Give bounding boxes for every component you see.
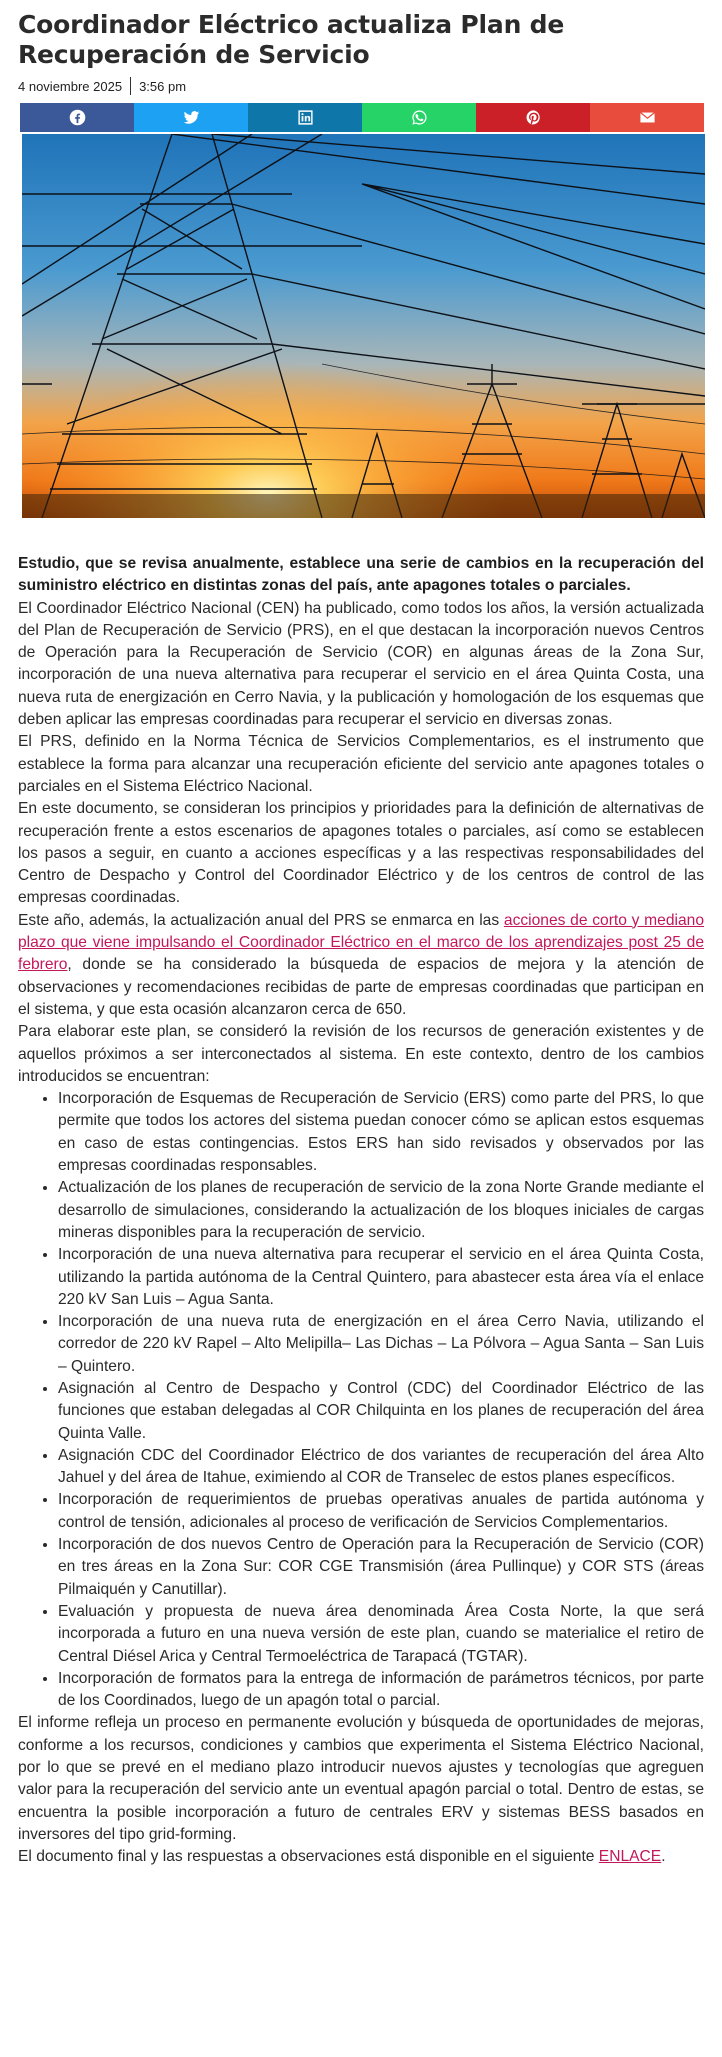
linkedin-icon: [297, 109, 314, 126]
article-lead: Estudio, que se revisa anualmente, establece una serie de cambios en la recuperación del suministro eléctrico en distintas zonas del país, ante apagones totales o parciales.: [18, 555, 704, 595]
share-twitter-button[interactable]: [134, 103, 248, 132]
hero-image-power-towers: [22, 134, 705, 518]
meta-divider: [130, 77, 131, 95]
list-item: • Evaluación y propuesta de nueva área denominada Área Costa Norte, la que será incorporada a futuro en una nueva versión de este plan, cuando se materialice el retiro de Central Diésel Arica y Central Termoeléctrica de Tarapacá (TGTAR).: [58, 1601, 704, 1668]
envelope-icon: [639, 109, 656, 126]
article-title: Coordinador Eléctrico actualiza Plan de Recuperación de Servicio: [18, 10, 565, 69]
paragraph-text: Este año, además, la actualización anual del PRS se enmarca en las: [18, 911, 504, 929]
share-bar: [20, 103, 704, 132]
list-item: • Incorporación de una nueva alternativa para recuperar el servicio en el área Quinta Costa, utilizando la partida autónoma de la Central Quintero, para abastecer esta área vía el enlace 220 kV San Luis – Agua Santa.: [58, 1244, 704, 1311]
list-item: • Asignación al Centro de Despacho y Control (CDC) del Coordinador Eléctrico de las funciones que estaban delegadas al COR Chilquinta en los planes de recuperación del área Quinta Valle.: [58, 1378, 704, 1445]
article-time: 3:56 pm: [139, 78, 187, 94]
link-acciones-post-25-febrero[interactable]: acciones de corto y mediano plazo que viene impulsando el Coordinador Eléctrico en el marco de los aprendizajes post 25 de febrero: [18, 911, 704, 974]
paragraph: El informe refleja un proceso en permanente evolución y búsqueda de oportunidades de mejoras, conforme a los recursos, condiciones y cambios que experimenta el Sistema Eléctrico Nacional, por lo que se prevé en el mediano plazo introducir nuevos ajustes y tecnologías que agreguen valor para la recuperación del servicio ante un eventual apagón parcial o total. Dentro de estas, se encuentra la posible incorporación a futuro de centrales ERV y sistemas BESS basados en inversores del tipo grid-forming.: [18, 1714, 704, 1843]
paragraph: [18, 910, 704, 1021]
paragraph-text: El documento final y las respuestas a observaciones está disponible en el siguiente: [18, 1848, 599, 1866]
whatsapp-icon: [411, 109, 428, 126]
list-item: • Incorporación de una nueva ruta de energización en el área Cerro Navia, utilizando el corredor de 220 kV Rapel – Alto Melipilla– Las Dichas – La Pólvora – Agua Santa – San Luis – Quintero.: [58, 1311, 704, 1378]
paragraph: En este documento, se consideran los principios y prioridades para la definición de alternativas de recuperación frente a estos escenarios de apagones totales o parciales, así como se establecen los pasos a seguir, en cuanto a acciones específicas y a las respectivas responsabilidades del Centro de Despacho y Control del Coordinador Eléctrico y de los centros de control de las empresas coordinadas.: [18, 800, 704, 907]
paragraph: Para elaborar este plan, se consideró la revisión de los recursos de generación existentes y de aquellos próximos a ser interconectados al sistema. En este contexto, dentro de los cambios introducidos se encuentran:: [18, 1023, 704, 1085]
paragraph: El Coordinador Eléctrico Nacional (CEN) ha publicado, como todos los años, la versión actualizada del Plan de Recuperación de Servicio (PRS), en el que destacan la incorporación nuevos Centros de Operación para la Recuperación de Servicio (COR) en algunas áreas de la Zona Sur, incorporación de una nueva alternativa para recuperar el servicio en el área Quinta Costa, una nueva ruta de energización en Cerro Navia, y la publicación y homologación de los esquemas que deben aplicar las empresas coordinadas para recuperar el servicio en diversas zonas.: [18, 599, 704, 729]
list-item: • Asignación CDC del Coordinador Eléctrico de dos variantes de recuperación del área Alto Jahuel y del área de Itahue, eximiendo al COR de Transelec de estos planes específicos.: [58, 1445, 704, 1490]
list-item: • Incorporación de dos nuevos Centro de Operación para la Recuperación de Servicio (COR) en tres áreas en la Zona Sur: COR CGE Transmisión (área Pullinque) y COR STS (áreas Pilmaiquén y Canutillar).: [58, 1534, 704, 1601]
list-item: • Actualización de los planes de recuperación de servicio de la zona Norte Grande mediante el desarrollo de simulaciones, considerando la actualización de los bloques iniciales de cargas mineras disponibles para la recuperación de servicio.: [58, 1177, 704, 1244]
twitter-icon: [183, 109, 200, 126]
list-item: • Incorporación de requerimientos de pruebas operativas anuales de partida autónoma y control de tensión, adicionales al proceso de verificación de Servicios Complementarios.: [58, 1489, 704, 1534]
paragraph-text: , donde se ha considerado la búsqueda de espacios de mejora y la atención de observaciones y recomendaciones recibidas de parte de empresas coordinadas que participan en el sistema, y que esta ocasión alcanzaron cerca de 650.: [18, 956, 704, 1018]
pinterest-icon: [525, 109, 542, 126]
facebook-icon: [69, 109, 86, 126]
share-facebook-button[interactable]: [20, 103, 134, 132]
article-date: 4 noviembre 2025: [18, 78, 123, 94]
link-enlace-documento[interactable]: ENLACE: [598, 1848, 662, 1866]
list-item: • Incorporación de formatos para la entrega de información de parámetros técnicos, por parte de los Coordinados, luego de un apagón total o parcial.: [58, 1668, 704, 1713]
share-email-button[interactable]: [590, 103, 704, 132]
paragraph: El PRS, definido en la Norma Técnica de Servicios Complementarios, es el instrumento que establece la forma para alcanzar una recuperación eficiente del servicio ante apagones totales o parciales en el Sistema Eléctrico Nacional.: [18, 733, 704, 795]
changes-list: [18, 1088, 704, 1712]
paragraph-text: .: [661, 1848, 666, 1866]
share-linkedin-button[interactable]: [248, 103, 362, 132]
article-meta: [18, 77, 704, 95]
list-item: • Incorporación de Esquemas de Recuperación de Servicio (ERS) como parte del PRS, lo que permite que todos los actores del sistema puedan conocer cómo se aplican estos esquemas en caso de estas contingencias. Estos ERS han sido revisados y observados por las empresas coordinadas responsables.: [58, 1088, 704, 1177]
share-whatsapp-button[interactable]: [362, 103, 476, 132]
article-body: [18, 553, 704, 1869]
share-pinterest-button[interactable]: [476, 103, 590, 132]
paragraph: [18, 1846, 704, 1868]
